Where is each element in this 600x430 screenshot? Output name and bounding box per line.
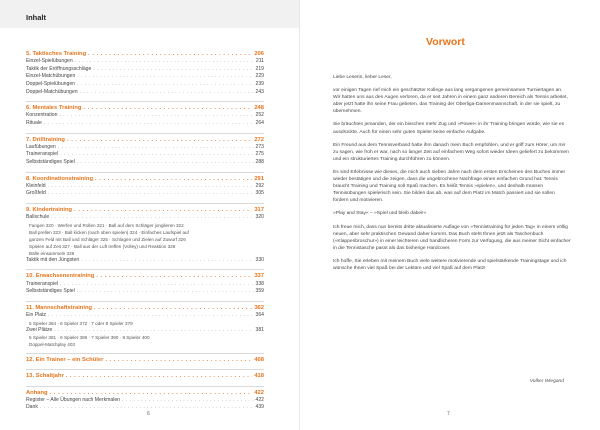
subtopic-list: [26, 222, 264, 257]
toc-entry: [26, 214, 264, 222]
toc-chapter: [26, 133, 264, 144]
toc-entry-page: 359: [255, 288, 264, 295]
dot-leader: [66, 372, 253, 380]
toc-chapter-page: 408: [254, 357, 264, 364]
toc-entry-page: 273: [255, 143, 264, 150]
foreword-title: Vorwort: [426, 36, 465, 48]
foreword-paragraph: »Play and Stay« – »Spiel und bleib dabei!«: [333, 211, 427, 217]
toc-chapter-page: 337: [254, 273, 264, 280]
toc-entry-label: Ein Platz: [26, 311, 47, 318]
subtopic-line: Spielen auf Zeit 327 · Ball aus der Luft treffen (Volley) und Reaktion 328: [29, 243, 176, 249]
toc-entry: [26, 183, 264, 191]
toc-entry-label: Rituale: [26, 119, 42, 126]
dot-leader: [75, 58, 254, 66]
toc-entry-label: Taktik mit den Jüngsten: [26, 256, 80, 263]
subtopic-line: ganzen Feld mit Ball und Schläger 325 · Schlagen und Zielen auf Zuwurf 326: [29, 236, 186, 242]
toc-entry: [26, 120, 264, 128]
toc-chapter-label: 13. Schaltjahr: [26, 373, 64, 380]
toc-entry-page: 439: [255, 404, 264, 411]
toc-entry: [26, 281, 264, 289]
toc-chapter: [26, 301, 264, 312]
toc-entry-page: 239: [255, 80, 264, 87]
subtopic-list: [26, 334, 264, 348]
dot-leader: [93, 66, 253, 74]
toc-chapter: [26, 269, 264, 280]
dot-leader: [88, 50, 252, 58]
toc-entry-label: Taktik der Eröffnungsschläge: [26, 65, 92, 72]
toc-entry-page: 219: [255, 65, 264, 72]
signature: Volker Wiegand: [529, 379, 564, 384]
toc-chapter-page: 422: [254, 389, 264, 396]
toc-entry-page: 330: [255, 256, 264, 263]
dot-leader: [81, 257, 253, 265]
toc-chapter-page: 362: [254, 304, 264, 311]
dot-leader: [50, 389, 253, 397]
foreword-paragraph: Ein Freund aus dem Tennisverband hatte ihm danach mein Buch empfohlen, und er griff zum Hörer, um mir zu sagen, wie froh er war, nach so langer Zeit auf einfachem Weg sofort wieder Ideen geliefert zu bekommen und ein strukturiertes Training durchführen zu können.: [333, 142, 569, 162]
toc-chapter-page: 248: [254, 105, 264, 112]
toc-chapter-page: 272: [254, 136, 264, 143]
foreword-paragraph: Sie bräuchten jemanden, der ein bisschen mehr Zug und »Power« in ihr Training bringen würde, wie sie es ausdrückte. Auch für einen sehr guten Spieler keine einfache Aufgabe.: [333, 122, 565, 135]
foreword-paragraph: vor einigen Tagen rief mich ein geschätzter Kollege aus lang vergangenen gemeinsamen Turniertagen an. Wir hatten uns aus den Augen verloren, da er seit Jahren in einem ganz anderen Bereich als Tennis arbeitet, aber jetzt hatte ihn seine Frau gebeten, das Training der Oberliga-Damenmannschaft, in der sie spielt, zu übernehmen.: [333, 88, 568, 115]
toc-entry-label: Selbstständiges Spiel: [26, 158, 75, 165]
toc-entry-page: 252: [255, 112, 264, 119]
toc-entry-page: 229: [255, 73, 264, 80]
dot-leader: [59, 112, 253, 120]
toc-chapter-label: 9. Kindertraining: [26, 206, 73, 213]
toc-entry-page: 381: [255, 326, 264, 333]
foreword-paragraph: Es sind Erlebnisse wie dieses, die mich auch sieben Jahre nach dem ersten Erscheinen des Buches immer wieder bestätigen und die zeigen, dass die ungebrochene Nachfrage einen einfachen Grund hat: Tennis braucht Training und Training soll Spaß machen. Es heißt Tennis »spielen«, und deshalb müssen Tennisübungen spielerisch sein. Sie bilden das ab, was auf dem Platz im Match passiert und sie sollen fordern und motivieren.: [333, 169, 566, 204]
toc-entry: [26, 190, 264, 198]
toc-entry: [26, 112, 264, 120]
right-page: [300, 0, 600, 430]
toc-chapter: [26, 386, 264, 397]
toc-entry-label: Doppel-Spielübungen: [26, 80, 75, 87]
dot-leader: [60, 151, 253, 159]
subtopic-list: [26, 320, 264, 327]
toc-entry-page: 288: [255, 158, 264, 165]
foreword-paragraph: Ich freue mich, dass nun bereits dritte aktualisierte Auflage von »Tennistraining für jeden Tag« in einem völlig neuen, aber sehr praktischen Gewand daher kommt. Das Buch steht Ihnen jetzt als Taschenbuch («Klappenbroschur») in einer leichteren und handlicheren Form zur Verfügung, die aus meiner Sicht einfacher in die Tennistasche passt als das bisherige Hardcover.: [333, 224, 571, 251]
toc-entry: [26, 89, 264, 97]
toc-entry: [26, 159, 264, 167]
toc-chapter: [26, 101, 264, 112]
toc-chapter: [26, 369, 264, 380]
toc-chapter-page: 206: [254, 51, 264, 57]
toc-entry: [26, 66, 264, 74]
toc-entry-label: Einzel-Spielübungen: [26, 58, 73, 65]
toc-entry: [26, 144, 264, 152]
toc-entry-label: Register – Alle Übungen nach Merkmalen: [26, 396, 121, 403]
dot-leader: [77, 288, 254, 296]
toc-entry-page: 264: [255, 119, 264, 126]
toc-chapter-label: 10. Erwachsenentraining: [26, 273, 95, 280]
dot-leader: [67, 136, 252, 144]
toc-entry: [26, 312, 264, 320]
toc-entry: [26, 73, 264, 81]
toc-chapter-label: Anhang: [26, 389, 48, 396]
toc-chapter-label: 5. Taktisches Training: [26, 51, 87, 57]
toc-entry-label: Traineranspiel: [26, 151, 59, 158]
dot-leader: [54, 327, 253, 335]
toc-chapter-page: 317: [254, 206, 264, 213]
toc-entry: [26, 288, 264, 296]
toc-entry-label: Kleinfeld: [26, 182, 46, 189]
subtopic-line: 5 Spieler 381 · 6 Spieler 386 · 7 Spieler 390 · 8 Spieler 400: [29, 335, 150, 341]
toc-entry: [26, 404, 264, 412]
toc-entry-page: 275: [255, 151, 264, 158]
page-number-left: 6: [147, 411, 150, 417]
subtopic-line: 5 Spieler 364 · 6 Spieler 372 · 7 oder 8 Spieler 379: [29, 320, 133, 326]
dot-leader: [122, 397, 253, 405]
toc-entry-page: 305: [255, 190, 264, 197]
foreword-paragraph: Liebe Leserin, lieber Leser,: [333, 75, 392, 80]
toc-chapter-label: 8. Koordinationstraining: [26, 175, 93, 182]
foreword-body: [333, 74, 571, 278]
toc-entry-label: Ballschule: [26, 214, 50, 221]
subtopic-line: Bälle einsammeln 329: [29, 250, 75, 256]
toc-entry: [26, 327, 264, 335]
toc-entry: [26, 151, 264, 159]
dot-leader: [80, 89, 254, 97]
toc-chapter-label: 7. Drilltraining: [26, 136, 65, 143]
dot-leader: [96, 272, 252, 280]
toc-chapter: [26, 203, 264, 214]
toc-entry-label: Konzentration: [26, 112, 58, 119]
toc-chapter-label: 12. Ein Trainer – ein Schüler: [26, 357, 104, 364]
dot-leader: [95, 175, 252, 183]
toc-chapter: [26, 353, 264, 364]
toc-entry: [26, 58, 264, 66]
toc-entry-label: Dank: [26, 404, 38, 411]
toc-chapter-label: 11. Mannschaftstraining: [26, 304, 93, 311]
toc-entry-label: Traineranspiel: [26, 280, 59, 287]
toc-chapter: [26, 48, 264, 58]
dot-leader: [83, 104, 252, 112]
dot-leader: [60, 281, 253, 289]
foreword-paragraph: Ich hoffe, Sie erleben mit meinem Buch viele weitere motivierende und spielstärkende Trainingstage und ich wünsche Ihnen viel Spaß bei der Lektüre und viel Spaß auf dem Platz!: [333, 258, 567, 271]
toc-entry-page: 364: [255, 311, 264, 318]
toc-entry-page: 243: [255, 88, 264, 95]
toc-entry-page: 320: [255, 214, 264, 221]
toc-entry-page: 338: [255, 280, 264, 287]
dot-leader: [94, 304, 252, 312]
subtopic-line: Doppel-Matchplay 403: [29, 342, 75, 348]
table-of-contents: [26, 48, 264, 412]
page-header: Inhalt: [26, 13, 46, 22]
toc-entry-label: Großfeld: [26, 190, 46, 197]
dot-leader: [77, 81, 254, 89]
toc-entry-page: 211: [255, 58, 264, 65]
toc-chapter: [26, 172, 264, 183]
toc-entry: [26, 397, 264, 405]
toc-chapter-label: 6. Mentales Training: [26, 105, 82, 112]
dot-leader: [48, 183, 254, 191]
toc-chapter-page: 418: [254, 373, 264, 380]
toc-entry-label: Doppel-Matchübungen: [26, 88, 78, 95]
dot-leader: [48, 190, 254, 198]
toc-entry-label: Laufübungen: [26, 143, 56, 150]
toc-entry-label: Selbstständiges Spiel: [26, 288, 75, 295]
toc-entry-label: Einzel-Matchübungen: [26, 73, 76, 80]
toc-entry-label: Zwei Plätze: [26, 326, 53, 333]
toc-entry: [26, 81, 264, 89]
dot-leader: [48, 312, 253, 320]
toc-entry-page: 422: [255, 396, 264, 403]
dot-leader: [44, 120, 254, 128]
dot-leader: [58, 144, 254, 152]
dot-leader: [105, 356, 252, 364]
page-number-right: 7: [447, 411, 450, 417]
toc-entry-page: 292: [255, 182, 264, 189]
dot-leader: [77, 73, 253, 81]
toc-chapter-page: 291: [254, 175, 264, 182]
subtopic-line: Fangen 320 · Werfen und Rollen 321 · Ball auf dem Schläger jonglieren 322: [29, 222, 184, 228]
dot-leader: [74, 206, 252, 214]
dot-leader: [51, 214, 253, 222]
subtopic-line: Ball prellen 323 · Ball kicken (nach oben spielen) 324 · Einfaches Laufspiel auf: [29, 229, 189, 235]
dot-leader: [77, 159, 254, 167]
toc-entry: [26, 257, 264, 265]
